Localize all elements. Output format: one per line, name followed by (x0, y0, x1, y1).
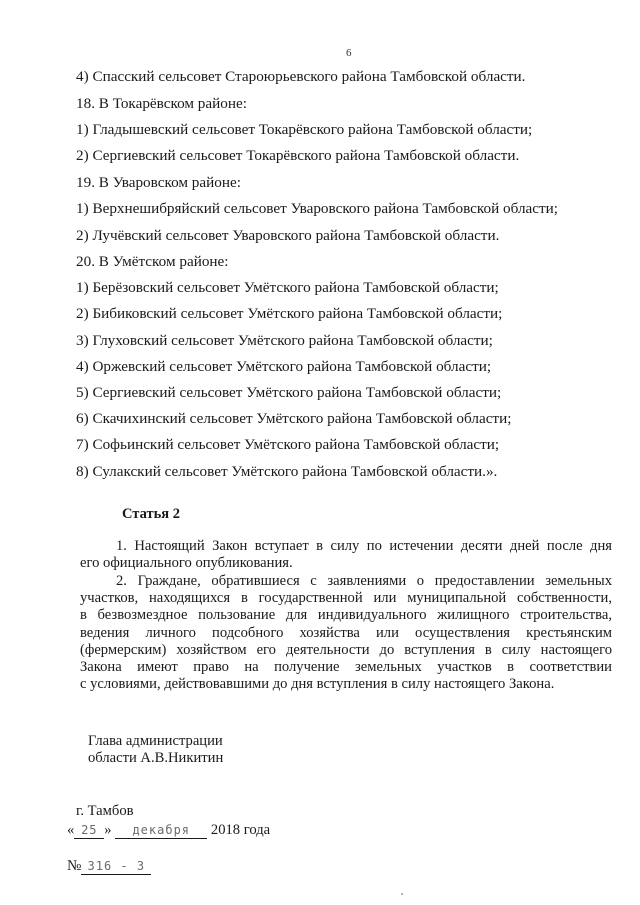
list-item: 2) Бибиковский сельсовет Умётского района Тамбовской области; (76, 305, 503, 322)
paragraph-line: ведения личного подсобного хозяйства или осуществления крестьянским (80, 624, 612, 641)
date-year: 2018 года (210, 822, 271, 838)
signature-title: Глава администрации (88, 733, 223, 749)
list-item: 8) Сулакский сельсовет Умётского района Тамбовской области.». (76, 463, 498, 480)
date-month: декабря (115, 823, 207, 839)
paragraph-line: участков, находящихся в государственной или муниципальной собственности, (80, 590, 612, 607)
paragraph-line: его официального опубликования. (80, 555, 293, 572)
list-item: 6) Скачихинский сельсовет Умётского района Тамбовской области; (76, 410, 512, 427)
paragraph-2 (80, 573, 612, 693)
list-item: 1) Берёзовский сельсовет Умётского района Тамбовской области; (76, 279, 499, 296)
district-heading: 20. В Умётском районе: (76, 253, 229, 270)
paragraph-line: 2. Граждане, обратившиеся с заявлениями о предоставлении земельных (116, 573, 612, 589)
list-item: 3) Глуховский сельсовет Умётского района Тамбовской области; (76, 332, 493, 349)
date-day: 25 (74, 823, 104, 839)
list-item: 4) Спасский сельсовет Староюрьевского района Тамбовской области. (76, 68, 526, 85)
paragraph-line: Закона имеют право на получение земельных участков в соответствии (80, 659, 612, 676)
paragraph-1 (80, 538, 612, 572)
close-quote: » (104, 822, 112, 838)
list-item: 1) Верхнешибряйский сельсовет Уваровского района Тамбовской области; (76, 200, 558, 217)
open-quote: « (67, 822, 75, 838)
registration-number (67, 858, 151, 875)
paragraph-line: в безвозмездное пользование для индивидуального жилищного строительства, (80, 607, 612, 624)
city-label: г. Тамбов (76, 803, 134, 819)
article-heading: Статья 2 (122, 506, 180, 522)
district-heading: 19. В Уваровском районе: (76, 174, 241, 191)
paragraph-line: 1. Настоящий Закон вступает в силу по истечении десяти дней после дня (116, 538, 612, 554)
paragraph-line: с условиями, действовавшими до дня вступления в силу настоящего Закона. (80, 676, 555, 693)
list-item: 7) Софьинский сельсовет Умётского района Тамбовской области; (76, 436, 500, 453)
signing-date (67, 822, 270, 839)
law-number: 316 - З (81, 859, 151, 875)
list-item: 2) Лучёвский сельсовет Уваровского района Тамбовской области. (76, 227, 500, 244)
district-heading: 18. В Токарёвском районе: (76, 95, 247, 112)
number-sign: № (67, 858, 82, 874)
signature-name: области А.В.Никитин (88, 750, 224, 766)
list-item: 1) Гладышевский сельсовет Токарёвского района Тамбовской области; (76, 121, 533, 138)
page-number: 6 (346, 47, 352, 59)
list-item: 5) Сергиевский сельсовет Умётского района Тамбовской области; (76, 384, 502, 401)
list-item: 2) Сергиевский сельсовет Токарёвского района Тамбовской области. (76, 147, 520, 164)
scan-speck (401, 893, 403, 895)
paragraph-line: (фермерским) хозяйством его деятельности до вступления в силу настоящего (80, 641, 612, 658)
list-item: 4) Оржевский сельсовет Умётского района Тамбовской области; (76, 358, 492, 375)
